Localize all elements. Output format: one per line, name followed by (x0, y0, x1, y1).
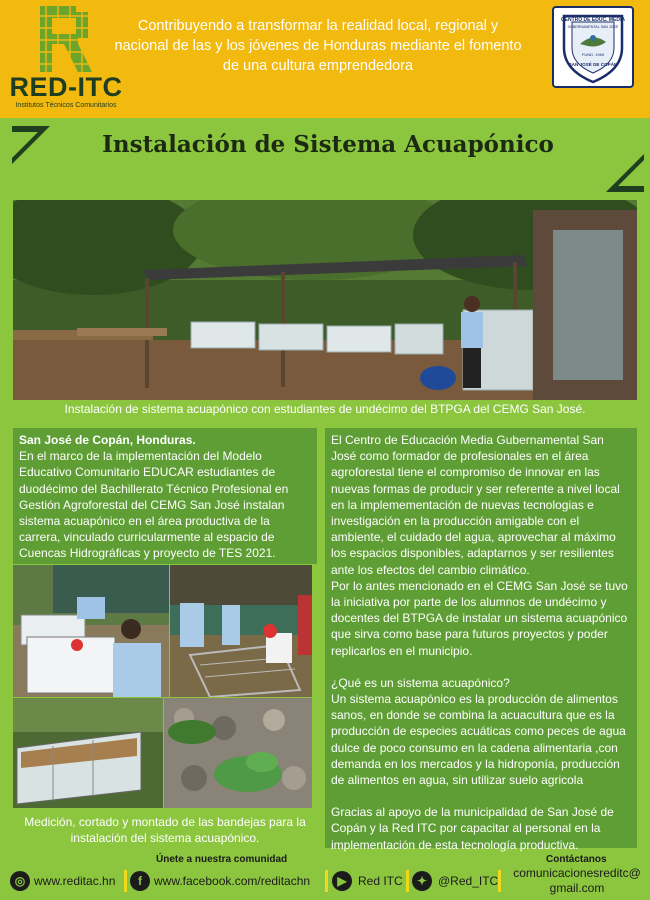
seal-fund-text: FUND. 1969 (581, 52, 605, 57)
facebook-icon[interactable]: f (130, 871, 150, 891)
left-body-paragraph: En el marco de la implementación del Modelo Educativo Comunitario EDUCAR estudiantes de duodécimo del Bachillerato Técnico Profesional en Gestión Agroforestal del CEMG San José instalan sistema acuapónico en el área productiva de la carrera, vinculado curricularmente al espacio de Cuencas Hidrográficas y proyecto de TES 2021. (19, 449, 289, 561)
location-heading: San José de Copán, Honduras. (19, 433, 196, 447)
header (0, 0, 650, 118)
red-itc-logo[interactable] (6, 4, 126, 114)
right-paragraph-2: Por lo antes mencionado en el CEMG San José se tuvo la iniciativa por parte de los alumnos de undécimo y docentes del BTPGA de instalar un sistema acuapónico que sirva como base para futuros proyectos y poder replicarlos en el municipio. (331, 578, 628, 658)
seal-middle-text: GUBERNAMENTAL SAN JOSÉ (567, 25, 619, 29)
join-community-label: Únete a nuestra comunidad (156, 854, 288, 865)
logo-subtitle: Institutos Técnicos Comunitarios (15, 102, 117, 109)
footer (0, 850, 650, 900)
photo-gravel-and-plant (164, 698, 312, 808)
website-link[interactable]: www.reditac.hn (34, 874, 116, 888)
main-photo-caption: Instalación de sistema acuapónico con estudiantes de undécimo del BTPGA del CEMG San José. (64, 402, 586, 416)
facebook-link[interactable]: www.facebook.com/reditachn (154, 874, 311, 888)
contact-label: Contáctanos (546, 854, 607, 865)
left-column-text (13, 428, 317, 564)
logo-r-mark (40, 6, 92, 72)
seal-bottom-text: SAN JOSÉ DE COPÁN (568, 62, 618, 67)
footer-separator (124, 870, 127, 892)
right-paragraph-1: El Centro de Educación Media Gubernamental San José como formador de profesionales en el área agroforestal tiene el compromiso de innovar en las nuevas formas de producir y ser referente a nivel local en la implemementación de nuevas tecnologias e investigación en la producción amigable con el ambiente, el cuidado del agua, aprovechar al máximo los espacios disponibles, adaptarnos y ser resilientes ante los efectos del cambio climático. (331, 433, 620, 577)
main-photo-aquaponic-install (13, 200, 637, 400)
twitter-icon[interactable]: ✦ (412, 871, 432, 891)
twitter-link[interactable]: @Red_ITC (438, 874, 499, 888)
right-column-text (325, 428, 637, 852)
seal-top-text: CENTRO DE EDUC. MEDIA (561, 17, 625, 23)
title-band (12, 126, 644, 192)
youtube-icon[interactable]: ▶ (332, 871, 352, 891)
footer-separator (406, 870, 409, 892)
footer-separator (498, 870, 501, 892)
contact-email[interactable]: comunicacionesreditc@ gmail.com (513, 866, 641, 895)
right-paragraph-4: Gracias al apoyo de la municipalidad de San José de Copán y la Red ITC por capacitar al personal en la implementación de esta tecnología productiva. (331, 805, 614, 852)
youtube-link[interactable]: Red ITC (358, 874, 403, 888)
photo-students-assembling (170, 565, 312, 697)
right-paragraph-3: Un sistema acuapónico es la producción de alimentos sanos, en donde se combina la acuacultura que es la producción de especies acuáticas como peces de agua dulce de poco consumo en la cadena alimentaria ,con demanda en los mercados y la hidroponía, producción de alimentos en agua, sin utilizar suelo agricola (331, 692, 626, 788)
photo-students-measuring (13, 565, 169, 697)
page-title: Instalación de Sistema Acuapónico (102, 131, 554, 158)
header-slogan: Contribuyendo a transformar la realidad local, regional y nacional de las y los jóvenes de Honduras mediante el fomento de una cultura emprendedora (114, 18, 522, 74)
seal-emblem (554, 8, 632, 86)
footer-separator (325, 870, 328, 892)
school-seal (552, 6, 634, 88)
photo-assembled-trays (13, 698, 163, 808)
question-heading: ¿Qué es un sistema acuapónico? (331, 675, 510, 690)
globe-icon[interactable]: ◎ (10, 871, 30, 891)
left-photos-caption: Medición, cortado y montado de las bandejas para la instalación del sistema acuapónico. (24, 815, 306, 845)
logo-text: RED-ITC (9, 72, 123, 102)
